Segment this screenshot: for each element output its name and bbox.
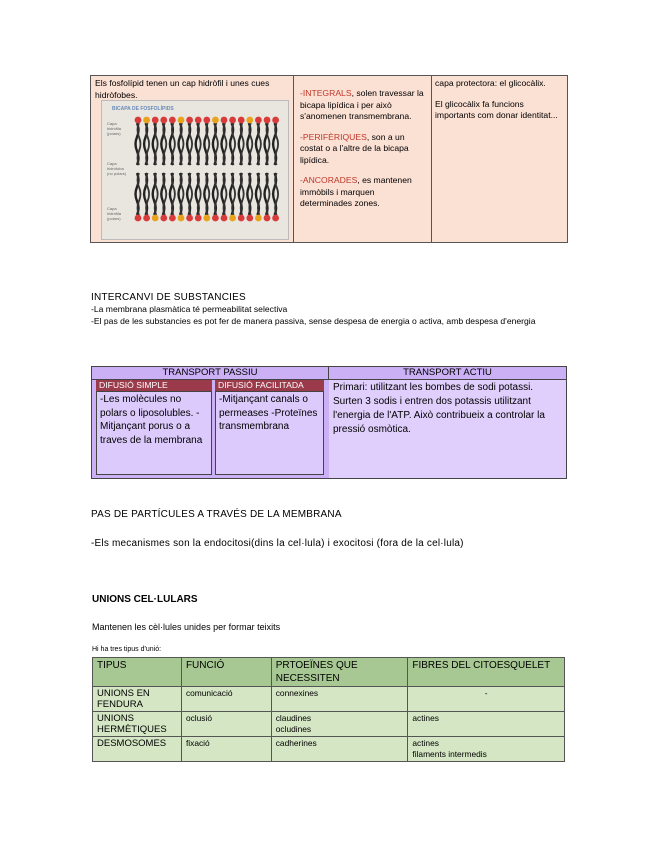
- difusio-facilitada-text: -Mitjançant canals o permeases -Proteïnes transmembrana: [215, 391, 324, 475]
- cell-tipus: UNIONS HERMÈTIQUES: [93, 712, 182, 737]
- transport-actiu-header: TRANSPORT ACTIU: [403, 367, 492, 378]
- intercanvi-line2: -El pas de les substancies es pot fer de manera passiva, sense despesa de energia o activa, amb despesa d'energia: [91, 316, 536, 326]
- intercanvi-title: INTERCANVI DE SUBSTANCIES: [91, 292, 246, 303]
- pas-particules-title: PAS DE PARTÍCULES A TRAVÉS DE LA MEMBRANA: [91, 509, 342, 520]
- cell-fibres: -: [408, 687, 565, 712]
- glicocalix-line2: El glicocàlix fa funcions importants com donar identitat...: [435, 98, 558, 120]
- phospholipid-cell: [91, 76, 294, 242]
- periferiques-paragraph: [300, 132, 425, 167]
- integrals-text: , solen travessar la bicapa lipídica i per això s'anomenen transmembrana.: [300, 88, 424, 121]
- ancorades-text: , es mantenen immòbils i marquen determinades zones.: [300, 175, 412, 208]
- passiu-section: [96, 380, 326, 474]
- transport-passiu-header: TRANSPORT PASSIU: [92, 367, 329, 379]
- figure-title: BICAPA DE FOSFOLÍPIDS: [112, 106, 174, 112]
- header-tipus: TIPUS: [93, 658, 182, 687]
- phospholipid-text: Els fosfolípid tenen un cap hidròfil i unes cues hidròfobes.: [95, 78, 270, 100]
- membrane-table: [90, 75, 568, 243]
- cell-tipus: UNIONS EN FENDURA: [93, 687, 182, 712]
- transport-actiu-text: Primari: utilitzant les bombes de sodi potassi. Surten 3 sodis i entren dos potassis utilitzant l'energia de l'ATP. Això contribueix a controlar la pressió osmòtica.: [329, 380, 566, 478]
- protein-types-cell: [294, 76, 432, 242]
- unions-caption: Hi ha tres tipus d'unió:: [92, 646, 162, 653]
- cell-funcio: fixació: [181, 737, 271, 762]
- cell-tipus: DESMOSOMES: [93, 737, 182, 762]
- glicocalix-cell: [432, 76, 567, 242]
- difusio-simple-header: DIFUSIÓ SIMPLE: [96, 380, 212, 391]
- difusio-simple-text: -Les molècules no polars o liposolubles. -Mitjançant porus o a traves de la membrana: [96, 391, 212, 475]
- ancorades-term: -ANCORADES: [300, 175, 358, 185]
- table-row: [93, 737, 565, 762]
- cell-fibres: actines filaments intermedis: [408, 737, 565, 762]
- cell-funcio: comunicació: [181, 687, 271, 712]
- transport-table: [91, 366, 567, 479]
- ancorades-paragraph: [300, 175, 425, 210]
- header-proteines: PRTOEÏNES QUE NECESSITEN: [271, 658, 408, 687]
- header-fibres: FIBRES DEL CITOESQUELET: [408, 658, 565, 687]
- integrals-paragraph: [300, 88, 425, 123]
- cell-proteines: claudines ocludines: [271, 712, 408, 737]
- figure-label-top: Capa hidròfila (polars): [107, 121, 122, 136]
- figure-label-bottom: Capa hidròfila (polars): [107, 206, 122, 221]
- table-row: [93, 687, 565, 712]
- phospholipid-bilayer-figure: [101, 100, 289, 240]
- figure-label-middle: Capa hidròfoba (no polars): [107, 161, 127, 176]
- periferiques-term: -PERIFÈRIQUES: [300, 131, 367, 142]
- difusio-facilitada-header: DIFUSIÓ FACILITADA: [215, 380, 324, 391]
- unions-table: [92, 657, 565, 762]
- glicocalix-line1: capa protectora: el glicocàlix.: [435, 78, 546, 88]
- bilayer-illustration: [102, 101, 288, 239]
- integrals-term: -INTEGRALS: [300, 88, 352, 98]
- transport-header: [92, 367, 566, 380]
- unions-header-row: [93, 658, 565, 687]
- intercanvi-line1: -La membrana plasmàtica té permeabilitat selectiva: [91, 304, 288, 314]
- periferiques-text: , son a un costat o a l'altre de la bicapa lipídica.: [300, 131, 409, 165]
- cell-funcio: oclusió: [181, 712, 271, 737]
- table-row: [93, 712, 565, 737]
- header-funcio: FUNCIÓ: [181, 658, 271, 687]
- cell-proteines: connexines: [271, 687, 408, 712]
- pas-particules-text: -Els mecanismes son la endocitosi(dins la cel·lula) i exocitosi (fora de la cel·lula): [91, 538, 464, 549]
- cell-fibres: actines: [408, 712, 565, 737]
- cell-proteines: cadherines: [271, 737, 408, 762]
- unions-title: UNIONS CEL·LULARS: [92, 594, 198, 605]
- unions-subtitle: Mantenen les cèl·lules unides per formar teixits: [92, 622, 281, 632]
